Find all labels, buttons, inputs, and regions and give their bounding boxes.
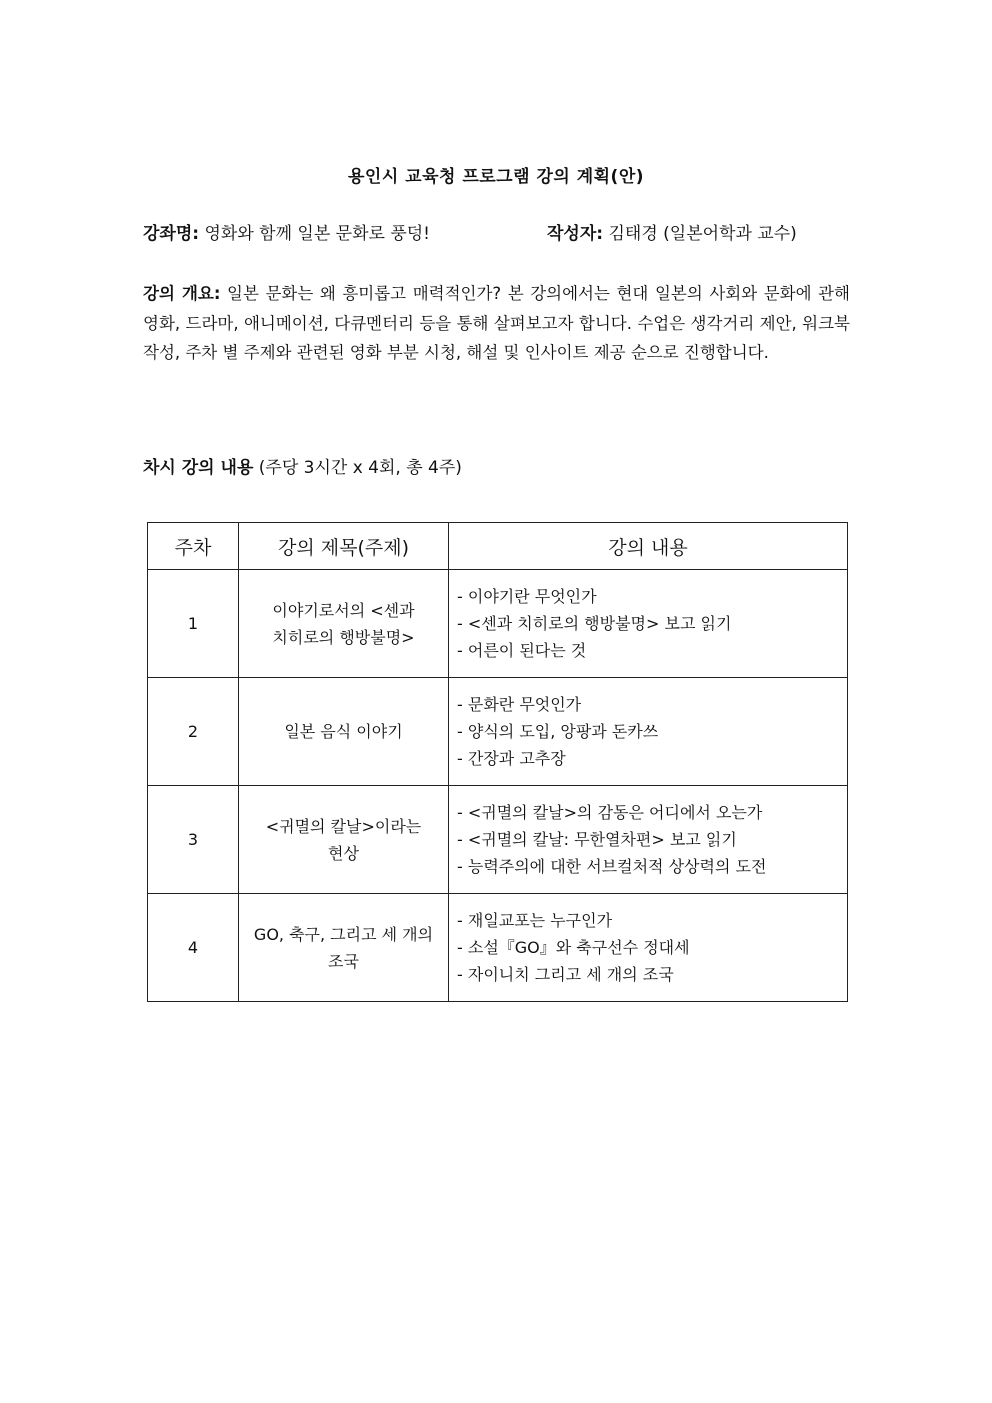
content-item: - 소설『GO』와 축구선수 정대세 [457, 938, 690, 957]
week-number: 1 [148, 570, 239, 678]
lecture-topic: <귀멸의 칼날>이라는 현상 [239, 786, 449, 894]
lecture-content [449, 894, 848, 1002]
content-item: - <센과 치히로의 행방불명> 보고 읽기 [457, 614, 732, 633]
content-item: - 간장과 고추장 [457, 749, 566, 768]
course-info-line [143, 221, 863, 247]
content-item: - <귀멸의 칼날>의 감동은 어디에서 오는가 [457, 803, 763, 822]
content-item: - 능력주의에 대한 서브컬처적 상상력의 도전 [457, 857, 767, 876]
lecture-topic: 이야기로서의 <센과 치히로의 행방불명> [239, 570, 449, 678]
author-value: 김태경 (일본어학과 교수) [603, 224, 797, 244]
content-item: - 양식의 도입, 앙팡과 돈카쓰 [457, 722, 659, 741]
course-name-value: 영화와 함께 일본 문화로 풍덩! [199, 224, 430, 244]
content-item: - <귀멸의 칼날: 무한열차편> 보고 읽기 [457, 830, 737, 849]
schedule-heading [143, 455, 863, 481]
table-row [148, 570, 848, 678]
header-week: 주차 [148, 523, 239, 570]
lecture-topic: GO, 축구, 그리고 세 개의 조국 [239, 894, 449, 1002]
table-row [148, 678, 848, 786]
table-header-row [148, 523, 848, 570]
content-item: - 문화란 무엇인가 [457, 695, 582, 714]
schedule-note: (주당 3시간 x 4회, 총 4주) [253, 458, 462, 478]
content-item: - 이야기란 무엇인가 [457, 587, 597, 606]
lecture-topic: 일본 음식 이야기 [239, 678, 449, 786]
week-number: 3 [148, 786, 239, 894]
course-name [143, 221, 430, 247]
schedule-label: 차시 강의 내용 [143, 458, 254, 478]
content-item: - 재일교포는 누구인가 [457, 911, 613, 930]
overview-label: 강의 개요: [143, 284, 221, 303]
content-item: - 어른이 된다는 것 [457, 641, 587, 660]
lecture-content [449, 678, 848, 786]
lecture-content [449, 786, 848, 894]
author [547, 221, 797, 247]
lecture-content [449, 570, 848, 678]
content-item: - 자이니치 그리고 세 개의 조국 [457, 965, 674, 984]
week-number: 4 [148, 894, 239, 1002]
header-content: 강의 내용 [449, 523, 848, 570]
header-topic: 강의 제목(주제) [239, 523, 449, 570]
table-row [148, 894, 848, 1002]
overview-text: 일본 문화는 왜 흥미롭고 매력적인가? 본 강의에서는 현대 일본의 사회와 문화에 관해 영화, 드라마, 애니메이션, 다큐멘터리 등을 통해 살펴보고자 합니다. 수업은 생각거리 제안, 워크북 작성, 주차 별 주제와 관련된 영화 부분 시청, 해설 및 인사이트 제공 순으로 진행합니다. [143, 284, 850, 362]
author-label: 작성자: [547, 224, 604, 244]
lecture-plan-table [147, 522, 848, 1002]
course-overview [143, 279, 850, 368]
table-row [148, 786, 848, 894]
page-title: 용인시 교육청 프로그램 강의 계획(안) [347, 167, 645, 187]
course-name-label: 강좌명: [143, 224, 200, 244]
week-number: 2 [148, 678, 239, 786]
